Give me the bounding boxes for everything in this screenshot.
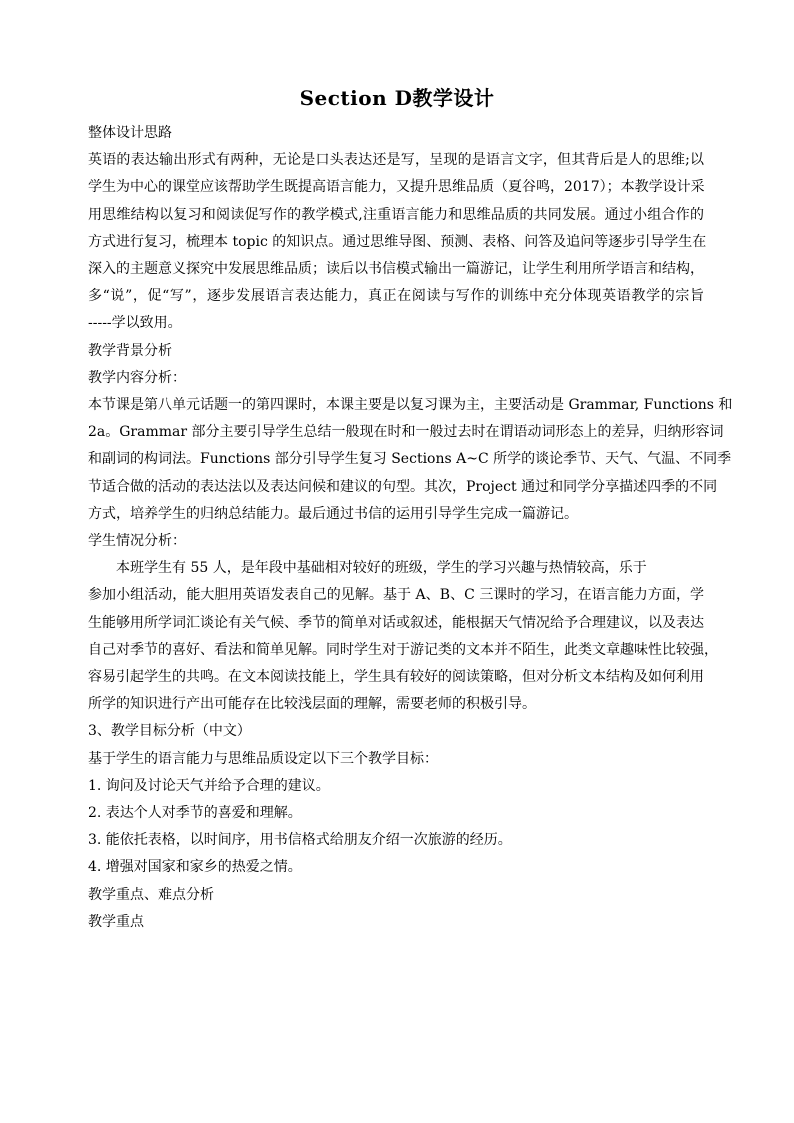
paragraph-line: 容易引起学生的共鸣。在文本阅读技能上，学生具有较好的阅读策略，但对分析文本结构及如何利用 bbox=[88, 669, 704, 686]
paragraph-line: 所学的知识进行产出可能存在比较浅层面的理解，需要老师的积极引导。 bbox=[88, 696, 536, 713]
paragraph-line: 参加小组活动，能大胆用英语发表自己的见解。基于 A、B、C 三课时的学习，在语言能力方面，学 bbox=[88, 587, 704, 604]
section-heading-teaching-focus: 教学重点 bbox=[88, 913, 144, 930]
paragraph-line: 节适合做的活动的表达法以及表达问候和建议的句型。其次，Project 通过和同学分享描述四季的不同 bbox=[88, 478, 718, 495]
section-heading-background: 教学背景分析 bbox=[88, 342, 172, 359]
objective-item: 2. 表达个人对季节的喜爱和理解。 bbox=[88, 805, 302, 822]
section-heading-objectives: 3、教学目标分析（中文） bbox=[88, 723, 251, 740]
paragraph-line: 深入的主题意义探究中发展思维品质；读后以书信模式输出一篇游记，让学生利用所学语言和结构， bbox=[88, 261, 704, 278]
paragraph-line: 本节课是第八单元话题一的第四课时，本课主要是以复习课为主，主要活动是 Grammar, Functions 和 bbox=[88, 397, 733, 414]
paragraph-line: -----学以致用。 bbox=[88, 315, 182, 332]
document-body bbox=[88, 120, 733, 936]
objective-item: 4. 增强对国家和家乡的热爱之情。 bbox=[88, 859, 302, 876]
objective-item: 3. 能依托表格，以时间序，用书信格式给朋友介绍一次旅游的经历。 bbox=[88, 832, 512, 849]
objective-item: 1. 询问及讨论天气并给予合理的建议。 bbox=[88, 777, 330, 794]
document-title: Section D教学设计 bbox=[299, 86, 495, 110]
paragraph-line: 学生为中心的课堂应该帮助学生既提高语言能力，又提升思维品质（夏谷鸣，2017）；本教学设计采 bbox=[88, 179, 705, 196]
paragraph-line: 用思维结构以复习和阅读促写作的教学模式,注重语言能力和思维品质的共同发展。通过小组合作的 bbox=[88, 206, 704, 223]
section-heading-design-idea: 整体设计思路 bbox=[88, 125, 172, 141]
paragraph-line: 自己对季节的喜好、看法和简单见解。同时学生对于游记类的文本并不陌生，此类文章趣味性比较强， bbox=[88, 641, 718, 658]
section-heading-content-analysis: 教学内容分析： bbox=[88, 369, 186, 386]
paragraph-line: 2a。Grammar 部分主要引导学生总结一般现在时和一般过去时在谓语动词形态上的差异，归纳形容词 bbox=[88, 424, 724, 441]
paragraph-line: 多“说”，促“写”，逐步发展语言表达能力，真正在阅读与写作的训练中充分体现英语教学的宗旨 bbox=[88, 288, 704, 305]
paragraph-line: 英语的表达输出形式有两种，无论是口头表达还是写，呈现的是语言文字，但其背后是人的思维;以 bbox=[88, 152, 704, 169]
paragraph-line: 方式进行复习，梳理本 topic 的知识点。通过思维导图、预测、表格、问答及追问等逐步引导学生在 bbox=[88, 233, 707, 250]
section-heading-key-points: 教学重点、难点分析 bbox=[88, 886, 214, 903]
paragraph-line: 本班学生有 55 人，是年段中基础相对较好的班级，学生的学习兴趣与热情较高，乐于 bbox=[116, 560, 647, 577]
paragraph-line: 和副词的构词法。Functions 部分引导学生复习 Sections A~C 所学的谈论季节、天气、气温、不同季 bbox=[88, 451, 732, 468]
section-heading-student-analysis: 学生情况分析： bbox=[88, 533, 186, 550]
paragraph-line: 方式，培养学生的归纳总结能力。最后通过书信的运用引导学生完成一篇游记。 bbox=[88, 505, 578, 522]
paragraph-line: 生能够用所学词汇谈论有关气候、季节的简单对话或叙述，能根据天气情况给予合理建议，以及表达 bbox=[88, 614, 704, 631]
paragraph-line: 基于学生的语言能力与思维品质设定以下三个教学目标： bbox=[88, 750, 438, 767]
